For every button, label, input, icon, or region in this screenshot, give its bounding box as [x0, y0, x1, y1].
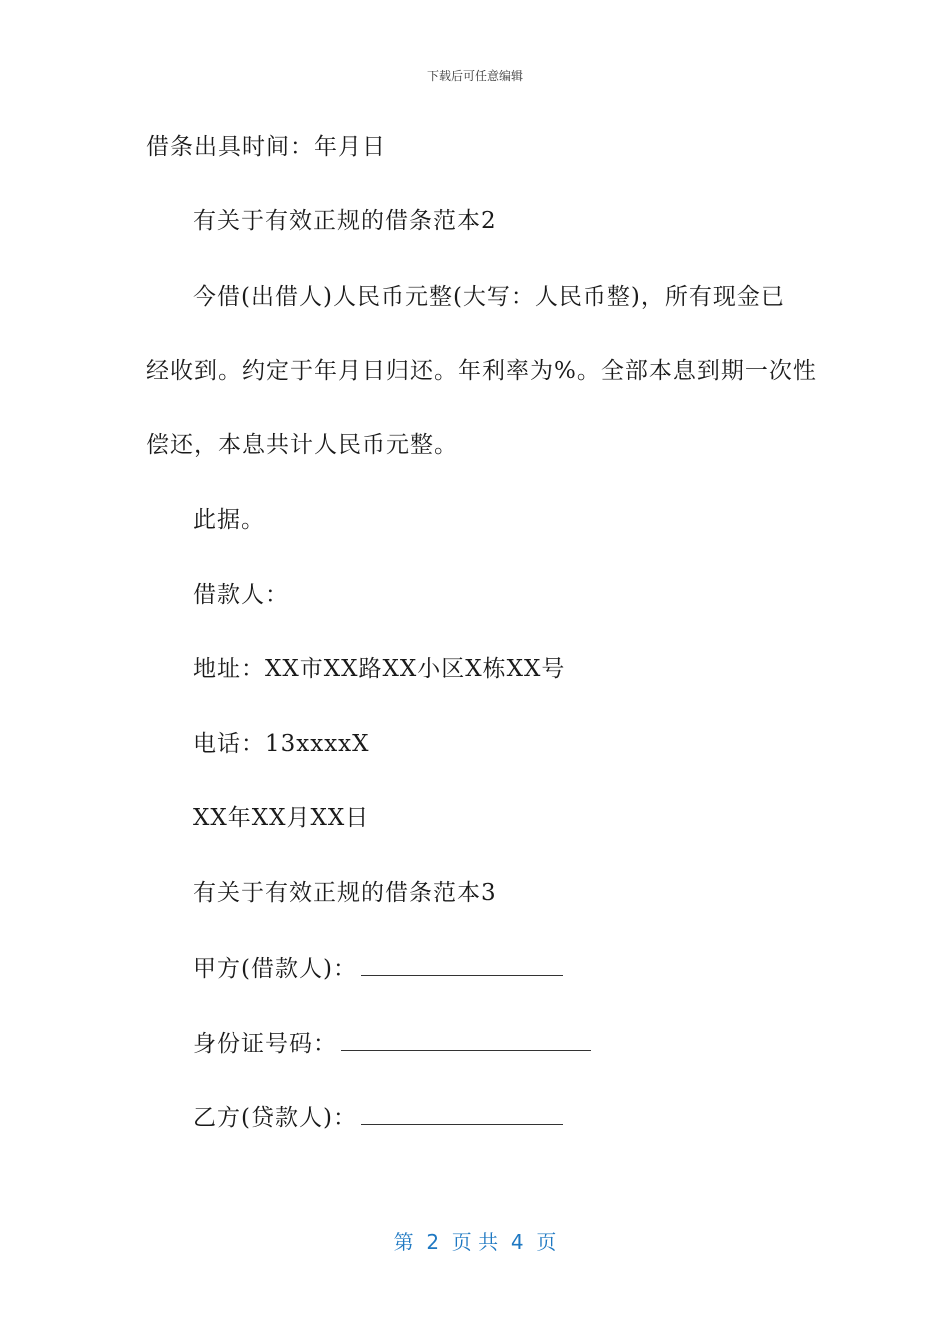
section-title-2: 有关于有效正规的借条范本2	[193, 208, 497, 234]
header-note: 下载后可任意编辑	[426, 69, 523, 83]
id-number-line	[193, 1028, 591, 1059]
borrower-label: 借款人：	[193, 582, 289, 608]
phone-line: 电话：13xxxxX	[193, 731, 370, 757]
party-a-line	[193, 953, 563, 984]
id-number-label: 身份证号码：	[193, 1031, 337, 1057]
address-line: 地址：XX市XX路XX小区X栋XX号	[193, 656, 566, 682]
issue-date-line: 借条出具时间：年月日	[146, 134, 386, 160]
party-b-label: 乙方(贷款人)：	[193, 1105, 357, 1131]
party-a-blank	[361, 953, 563, 976]
id-number-blank	[341, 1028, 591, 1051]
section-title-3: 有关于有效正规的借条范本3	[193, 880, 497, 906]
date-line: XX年XX月XX日	[193, 805, 370, 831]
page-footer: 第 2 页 共 4 页	[393, 1230, 557, 1254]
loan-text-line-1: 今借(出借人)人民币元整(大写：人民币整)，所有现金已	[193, 284, 785, 310]
evidence-line: 此据。	[193, 507, 265, 533]
party-a-label: 甲方(借款人)：	[193, 956, 357, 982]
party-b-line	[193, 1102, 563, 1133]
party-b-blank	[361, 1102, 563, 1125]
loan-text-line-3: 偿还，本息共计人民币元整。	[146, 432, 458, 458]
loan-text-line-2: 经收到。约定于年月日归还。年利率为%。全部本息到期一次性	[146, 358, 817, 384]
